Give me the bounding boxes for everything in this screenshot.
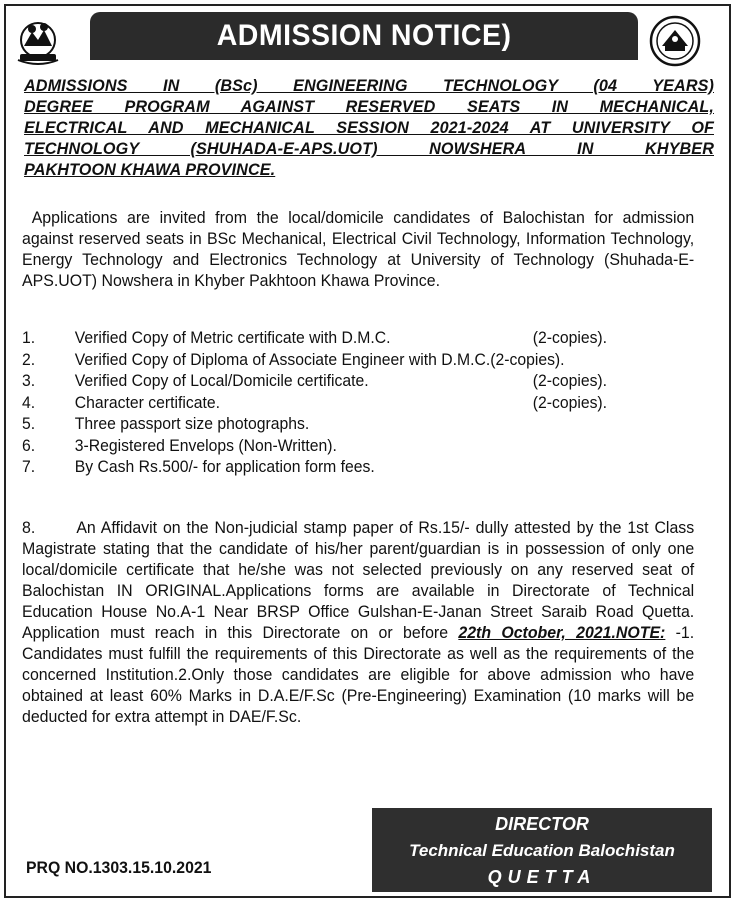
item-number: 7.	[22, 458, 36, 476]
list-item	[22, 393, 694, 415]
item-text: By Cash Rs.500/- for application form fees.	[74, 458, 375, 476]
item-copies: (2-copies).	[532, 329, 608, 347]
item-text: Verified Copy of Local/Domicile certificate.	[74, 372, 369, 390]
list-item	[22, 328, 694, 350]
item-copies: (2-copies).	[532, 393, 608, 412]
director-signature-block	[372, 808, 712, 892]
item-text: Three passport size photographs.	[74, 415, 310, 433]
heading-line: DEGREE PROGRAM AGAINST RESERVED SEATS IN MECHANICAL,	[24, 98, 714, 116]
intro-text: Applications are invited from the local/domicile candidates of Balochistan for admission against reserved seats in BSc Mechanical, Electrical Civil Technology, Information Technology, Energy Technology and Electronics Technology at University of Technology (Shuhada-E-APS.UOT) Nowshera in Khyber Pakhtoon Khawa Province.	[22, 209, 695, 290]
list-item	[22, 414, 694, 436]
notice-heading	[24, 76, 714, 181]
item-text: Character certificate.	[74, 393, 220, 412]
director-title: DIRECTOR	[495, 814, 589, 834]
notice-title-banner	[90, 12, 638, 60]
notice-title: ADMISSION NOTICE)	[216, 19, 512, 52]
item-number: 2.	[22, 350, 36, 369]
directorate-seal-icon	[648, 14, 702, 68]
item-number: 8.	[22, 519, 36, 537]
intro-paragraph	[22, 208, 694, 292]
affidavit-text: An Affidavit on the Non-judicial stamp paper of Rs.15/- dully attested by the 1st Class Magistrate stating that the candidate of his/her parent/guardian is in possession of only one local/domicile certificate that he/she was not selected previously on any reserved seat of Balochistan IN ORIGINAL.Applications forms are available in Directorate of Technical Education House No.A-1 Near BRSP Office Gulshan-E-Janan Street Saraib Road Quetta. Application must reach in this Directorate on or before	[22, 519, 695, 642]
government-emblem-icon	[12, 16, 64, 68]
list-item	[22, 371, 694, 393]
prq-number: PRQ NO.1303.15.10.2021	[26, 858, 212, 877]
item-number: 4.	[22, 393, 36, 412]
list-item	[22, 457, 694, 479]
item-copies: (2-copies).	[532, 372, 608, 390]
heading-line: ELECTRICAL AND MECHANICAL SESSION 2021-2024 AT UNIVERSITY OF	[24, 119, 714, 137]
note-text: -1. Candidates must fulfill the requirements of this Directorate as well as the requirements of the concerned Institution.2.Only those candidates are eligible for above admission who have obtained at least 60% Marks in D.A.E/F.Sc (Pre-Engineering) Examination (10 marks will be deducted for extra attempt in DAE/F.Sc.	[22, 624, 695, 726]
list-item	[22, 436, 694, 458]
item-text: Verified Copy of Metric certificate with D.M.C.	[74, 329, 391, 347]
requirements-list	[22, 328, 722, 479]
item-text: 3-Registered Envelops (Non-Written).	[74, 436, 337, 455]
item-number: 3.	[22, 372, 36, 390]
item-number: 5.	[22, 415, 36, 433]
item-text: Verified Copy of Diploma of Associate Engineer with D.M.C.(2-copies).	[74, 350, 565, 369]
item-number: 1.	[22, 329, 36, 347]
item-number: 6.	[22, 436, 36, 455]
affidavit-paragraph	[22, 518, 694, 728]
list-item	[22, 350, 694, 372]
director-office: Technical Education Balochistan	[409, 841, 675, 860]
heading-line: PAKHTOON KHAWA PROVINCE.	[24, 161, 276, 179]
director-city: QUETTA	[487, 867, 597, 887]
heading-line: TECHNOLOGY (SHUHADA-E-APS.UOT) NOWSHERA IN KHYBER	[24, 140, 714, 158]
heading-line: ADMISSIONS IN (BSc) ENGINEERING TECHNOLOGY (04 YEARS)	[24, 77, 714, 95]
deadline-date: 22th October, 2021.NOTE:	[458, 624, 666, 642]
